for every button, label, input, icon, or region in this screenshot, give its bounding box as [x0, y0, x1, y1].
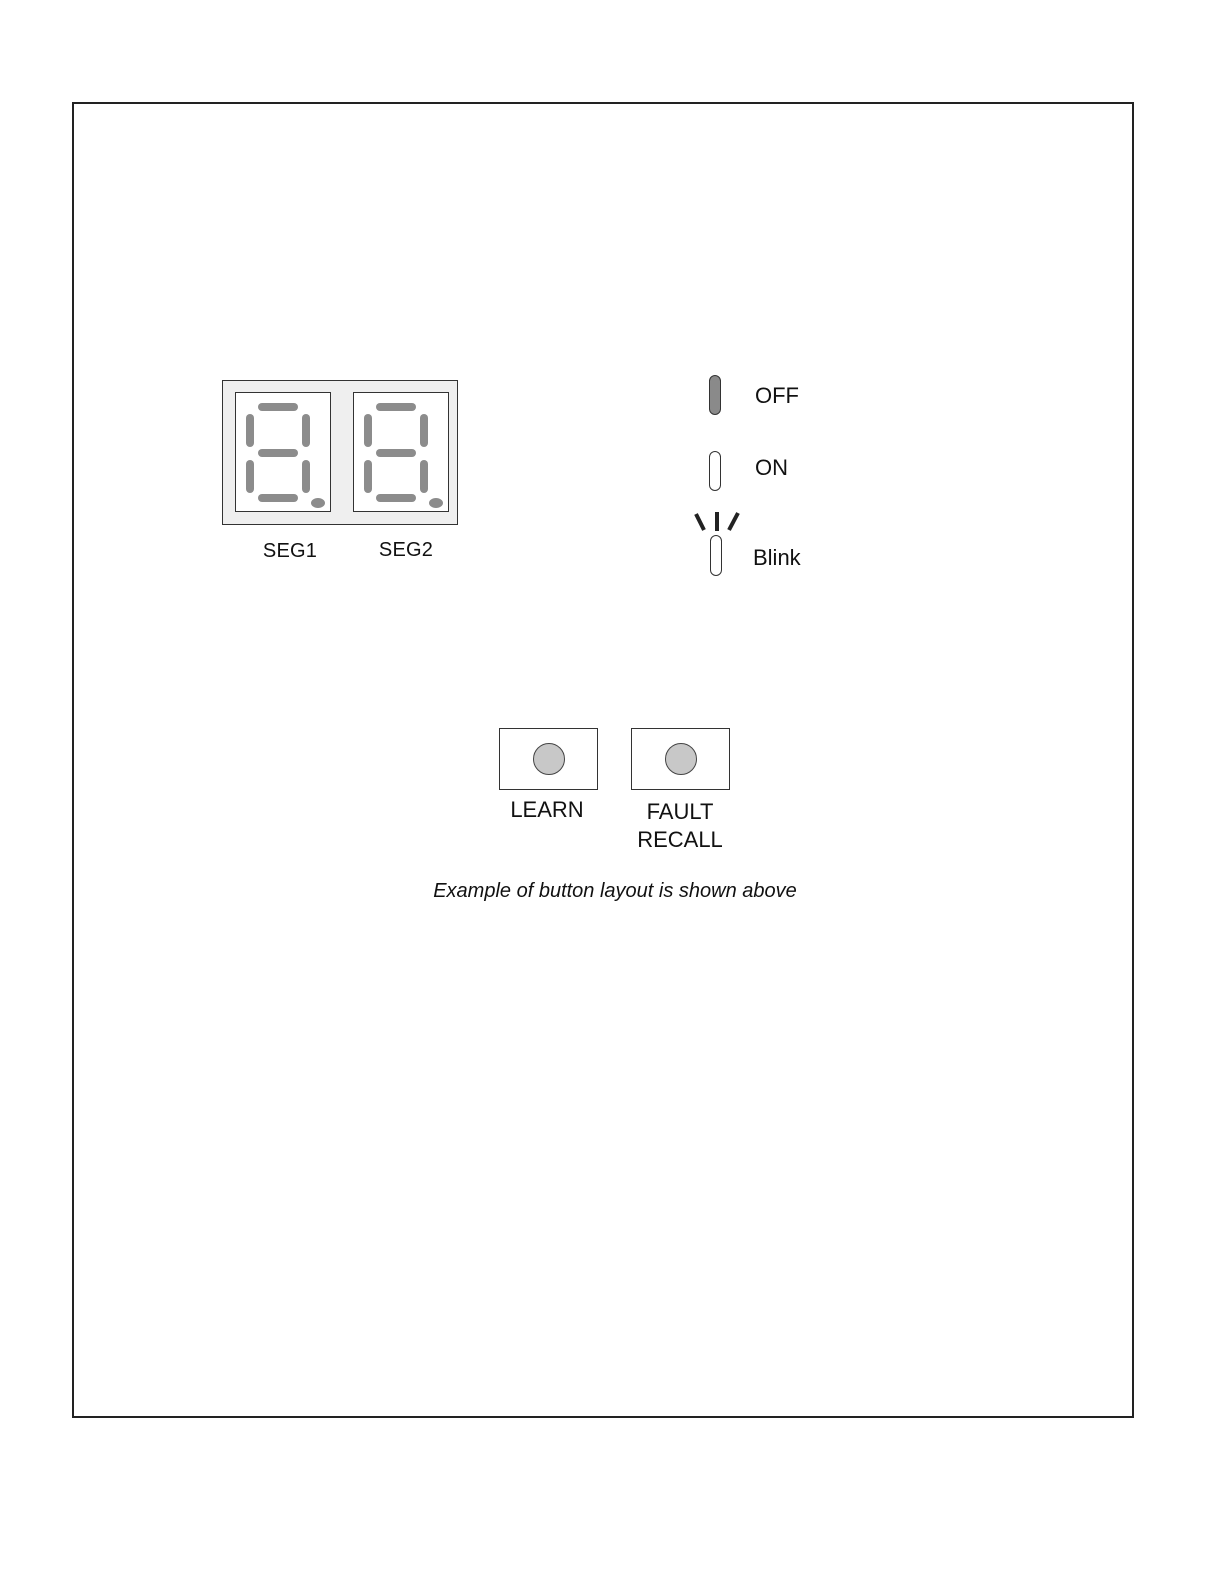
learn-button[interactable]	[499, 728, 598, 790]
seg1-label: SEG1	[262, 540, 318, 562]
button-dot-icon	[533, 743, 565, 775]
button-dot-icon	[665, 743, 697, 775]
fault-recall-label-line1: FAULT	[646, 799, 714, 824]
legend-blink-label: Blink	[753, 545, 801, 570]
page-border	[72, 102, 1134, 1418]
fault-recall-button[interactable]	[631, 728, 730, 790]
seven-segment-digit-icon	[354, 393, 447, 510]
led-on-icon	[709, 451, 721, 491]
seven-segment-display	[222, 380, 458, 525]
led-blink-icon	[710, 535, 722, 576]
blink-rays-icon	[692, 510, 744, 534]
led-off-icon	[709, 375, 721, 415]
figure-caption: Example of button layout is shown above	[433, 880, 797, 902]
legend-off-label: OFF	[755, 383, 799, 408]
seven-segment-digit-icon	[236, 393, 329, 510]
digit-seg2	[353, 392, 449, 512]
seg2-label: SEG2	[378, 539, 434, 561]
legend-on-label: ON	[755, 455, 788, 480]
fault-recall-label-line2: RECALL	[637, 827, 723, 852]
digit-seg1	[235, 392, 331, 512]
learn-button-label: LEARN	[510, 797, 584, 822]
